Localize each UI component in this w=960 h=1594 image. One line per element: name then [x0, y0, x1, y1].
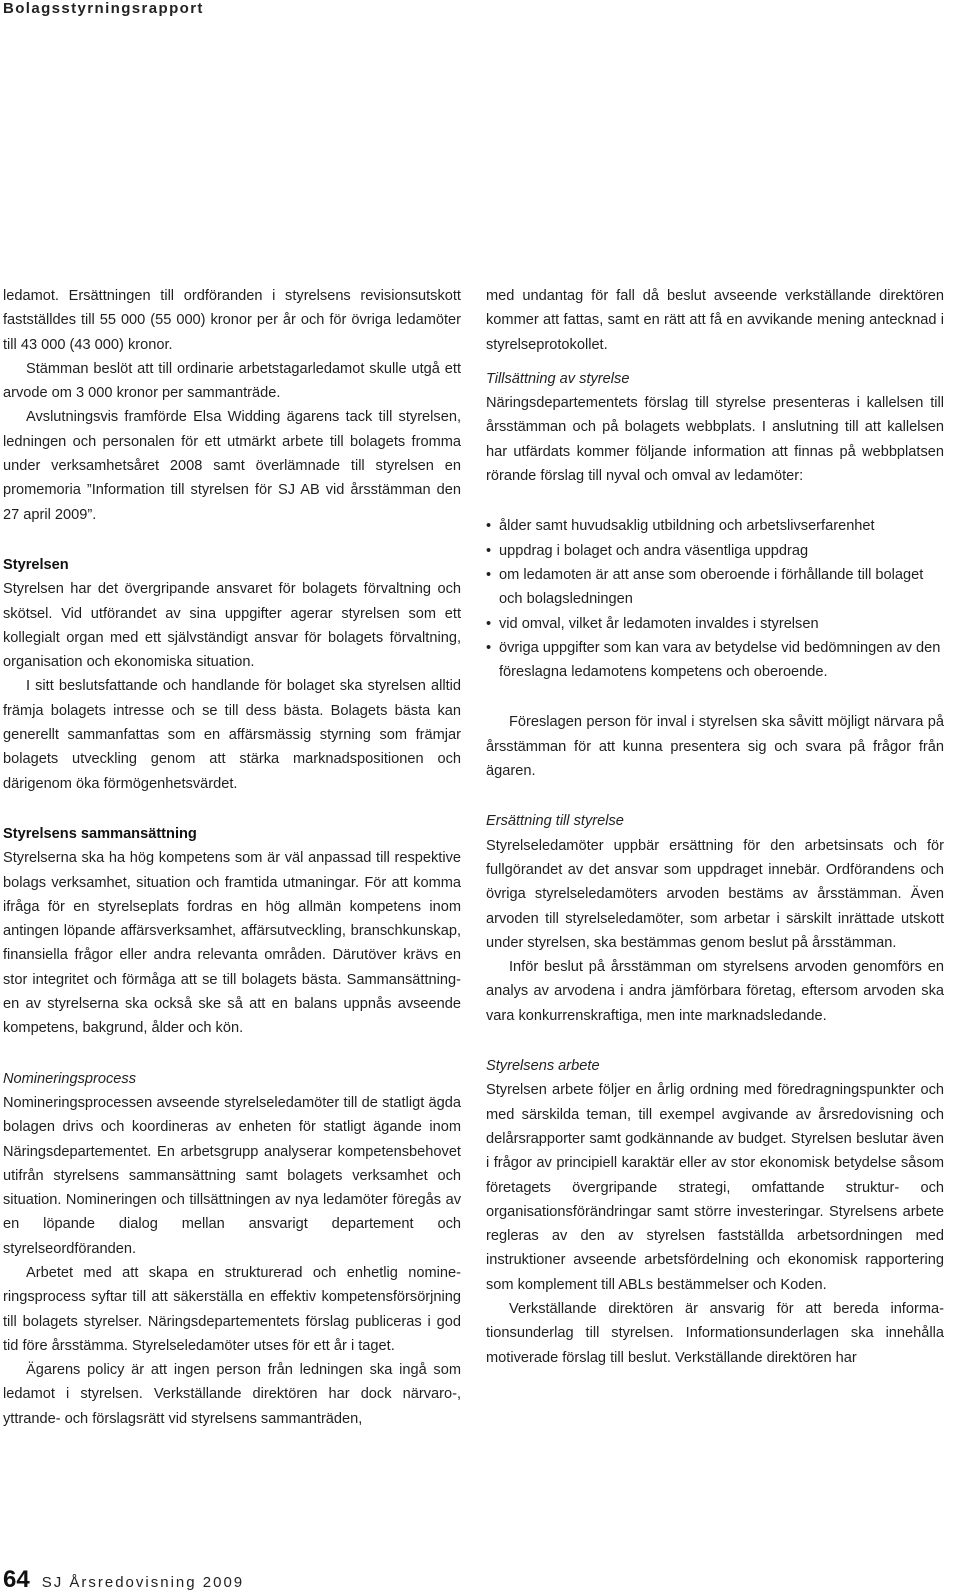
paragraph: Nomineringsprocessen avseende styrelseledamöter till de statligt ägda bolagen drivs och koordineras av enheten för statligt ägande inom Näringsdepartementet. En arbetsgrupp analyserar kompetensbehovet utifrån styrelsens sammansättning samt bolagets verksamhet och situation. Nomineringen och tillsättningen av nya ledamöter föregås av en löpande dialog mellan ansvarigt departement och styrelseordföranden.: [3, 1094, 461, 1257]
paragraph: ledamot. Ersättningen till ordföranden i styrelsens revisionsutskott fastställdes till 55 000 (55 000) kronor per år och för övriga ledamöter till 43 000 (43 000) kronor.: [3, 288, 461, 353]
paragraph: Styrelsen har det övergripande ansvaret för bolagets förvaltning och skötsel. Vid utförandet av sina uppgifter agerar styrelsen som ett kollegialt organ med ett självständigt ansvar för bolagets förvaltning, organisation och ekonomiska situation.: [3, 581, 461, 671]
paragraph: Verkställande direktören är ansvarig för att bereda informationsunderlag till styrelsen. Informationsunderlagen ska innehålla motiverade förslag till beslut. Verkställande direktören har: [486, 1300, 944, 1366]
paragraph: Arbetet med att skapa en strukturerad och enhetlig nomineringsprocess syftar till att säkerställa en effektiv kompetensförsörjning till bolagets styrelser. Näringsdepartementets förslag publiceras i god tid före årsstämma. Styrelseledamöter utses för ett år i taget.: [3, 1264, 461, 1354]
paragraph: Inför beslut på årsstämman om styrelsens arvoden genomförs en analys av arvodena i andra jämförbara företag, eftersom arvoden ska vara konkurrenskraftiga, men inte marknadsledande.: [486, 959, 944, 1024]
left-column: [3, 284, 461, 1431]
paragraph: Styrelsen arbete följer en årlig ordning med föredragningspunkter och med särskilda teman, till exempel avgivande av årsredovisning och delårsrapporter samt godkännande av budget. Styrelsen beslutar även i frågor av principiell karaktär eller av stor ekonomisk betydelse såsom företagets övergripande strategi, omfattande struktur- och organisationsförändringar samt större investeringar. Styrelsens arbete regleras av den av styrelsen fastställda arbetsordningen med instruktioner avseende arbetsfördelning och ekonomisk rapportering som komplement till ABLs bestämmelser och Koden.: [486, 1082, 944, 1293]
paragraph: Näringsdepartementets förslag till styrelse presenteras i kallelsen till årsstämman och på bolagets webbplats. I anslutning till att kallelsen har utfärdats kommer följande information att finnas på webbplatsen rörande förslag till nyval och omval av ledamöter:: [486, 395, 944, 485]
info-bullet-list: [486, 514, 944, 684]
paragraph: Avslutningsvis framförde Elsa Widding ägarens tack till styrelsen, ledningen och personalen för ett utmärkt arbete till bolagets fromma under verksamhetsåret 2008 samt överlämnade till styrelsen en promemoria ”Information till styrelsen för SJ AB vid årsstämman den 27 april 2009”.: [3, 409, 461, 523]
page-number: 64: [3, 1566, 30, 1593]
paragraph: Föreslagen person för inval i styrelsen ska såvitt möjligt närvara på årsstämman för att kunna presentera sig och svara på frågor från ägaren.: [486, 714, 944, 780]
publication-title: SJ Årsredovisning 2009: [41, 1574, 245, 1591]
paragraph: Ägarens policy är att ingen person från ledningen ska ingå som ledamot i styrelsen. Verkställande direktören har dock närvaro-, yttrande- och förslagsrätt vid styrelsens sammanträden,: [3, 1362, 461, 1427]
page-footer: [3, 1566, 244, 1594]
running-header: Bolagsstyrningsrapport: [3, 0, 204, 17]
paragraph: Styrelserna ska ha hög kompetens som är väl anpassad till respektive bolags verksamhet, situation och framtida utmaningar. För att komma ifråga för en styrelseplats fordras en hög allmän kompetens inom antingen löpande affärsverksamhet, affärsutveckling, branschkunskap, finansiella frågor eller andra relevanta områden. Därutöver krävs en stor integritet och förmåga att se till bolagets bästa. Sammansättningen av styrelserna ska också ske så att en balans uppnås avseende kompetens, bakgrund, ålder och kön.: [3, 850, 461, 1037]
paragraph: med undantag för fall då beslut avseende verkställande direktören kommer att fattas, samt en rätt att få en avvikande mening antecknad i styrelseprotokollet.: [486, 288, 944, 353]
section-heading-styrelsens-arbete: Styrelsens arbete: [486, 1058, 600, 1075]
paragraph: Styrelseledamöter uppbär ersättning för den arbetsinsats och för fullgörandet av det ansvar som uppdraget innebär. Ordförandens och övriga styrelseledamöters arvoden bestäms av årsstämman. Även arvoden till styrelseledamöter, som arbetar i särskilt inrättade utskott under styrelsen, ska bestämmas genom beslut på årsstämman.: [486, 837, 944, 951]
section-heading-ersattning: Ersättning till styrelse: [486, 813, 624, 830]
paragraph: Stämman beslöt att till ordinarie arbetstagarledamot skulle utgå ett arvode om 3 000 kronor per sammanträde.: [3, 360, 461, 402]
right-column: [486, 284, 944, 1370]
section-heading-nomineringsprocess: Nomineringsprocess: [3, 1070, 137, 1087]
section-heading-sammansattning: Styrelsens sammansättning: [3, 825, 197, 842]
list-item: • uppdrag i bolaget och andra väsentliga uppdrag: [486, 539, 944, 563]
list-item: • vid omval, vilket år ledamoten invaldes i styrelsen: [486, 612, 944, 636]
paragraph: I sitt beslutsfattande och handlande för bolaget ska styrelsen alltid främja bolagets intresse och se till dess bästa. Bolagets bästa kan generellt sammanfattas som en affärsmässig styrning som främjar bolagets utveckling genom att stärka marknadspositionen och därigenom öka förmögenhetsvärdet.: [3, 678, 461, 792]
list-item: • ålder samt huvudsaklig utbildning och arbetslivserfarenhet: [486, 514, 944, 538]
list-item: • övriga uppgifter som kan vara av betydelse vid bedömningen av den föreslagna ledamotens kompetens och oberoende.: [486, 636, 944, 685]
section-heading-tillsattning: Tillsättning av styrelse: [486, 370, 630, 387]
list-item: • om ledamoten är att anse som oberoende i förhållande till bolaget och bolagsledningen: [486, 563, 944, 612]
section-heading-styrelsen: Styrelsen: [3, 556, 69, 573]
